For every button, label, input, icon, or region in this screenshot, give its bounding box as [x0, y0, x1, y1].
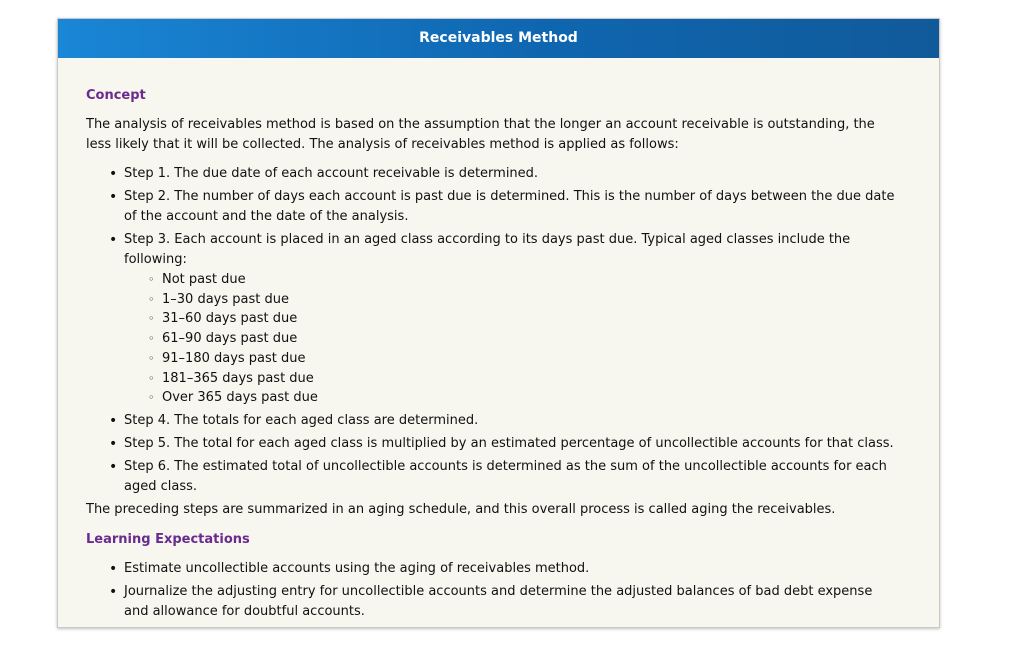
concept-heading: Concept — [86, 88, 146, 103]
aged-class-item: ◦ Over 365 days past due — [162, 388, 899, 408]
aged-class-item: ◦ 61–90 days past due — [162, 329, 899, 349]
concept-closing: The preceding steps are summarized in an aging schedule, and this overall process is called aging the receivables. — [86, 501, 836, 517]
step-1-text: Step 1. The due date of each account receivable is determined. — [124, 166, 539, 181]
aged-class-item: ◦ 91–180 days past due — [162, 349, 899, 369]
aged-classes-list — [124, 270, 899, 408]
step-3-text: Step 3. Each account is placed in an aged class according to its days past due. Typical aged classes include the following: — [124, 232, 851, 267]
step-item — [124, 457, 899, 497]
step-6-text: Step 6. The estimated total of uncollectible accounts is determined as the sum of the uncollectible accounts for each aged class. — [124, 458, 887, 494]
step-item — [124, 411, 899, 431]
learning-expectations-heading: Learning Expectations — [86, 531, 250, 547]
aged-class-item: ◦ 181–365 days past due — [162, 369, 899, 389]
aged-class-item: ◦ Not past due — [162, 270, 899, 290]
receivables-method-card — [57, 18, 940, 628]
step-5-text: Step 5. The total for each aged class is multiplied by an estimated percentage of uncollectible accounts for that class. — [124, 435, 894, 451]
learning-expectations-list — [86, 559, 899, 622]
learning-expectation-item: • Estimate uncollectible accounts using the aging of receivables method. — [124, 559, 899, 579]
step-item — [124, 230, 899, 408]
step-item — [124, 164, 899, 184]
step-item — [124, 434, 899, 454]
card-title: Receivables Method — [58, 19, 939, 58]
step-item — [124, 187, 899, 227]
step-2-text: Step 2. The number of days each account is past due is determined. This is the number of days between the due date of the account and the date of the analysis. — [124, 189, 895, 224]
step-4-text: Step 4. The totals for each aged class are determined. — [124, 412, 479, 428]
aged-class-item: ◦ 31–60 days past due — [162, 309, 899, 329]
card-body — [58, 58, 939, 622]
aged-class-item: ◦ 1–30 days past due — [162, 290, 899, 310]
learning-expectation-item: • Journalize the adjusting entry for uncollectible accounts and determine the adjusted balances of bad debt expense and allowance for doubtful accounts. — [124, 582, 899, 622]
concept-intro: The analysis of receivables method is based on the assumption that the longer an account receivable is outstanding, the less likely that it will be collected. The analysis of receivables method is applied as follows: — [86, 117, 875, 152]
steps-list — [86, 164, 899, 497]
